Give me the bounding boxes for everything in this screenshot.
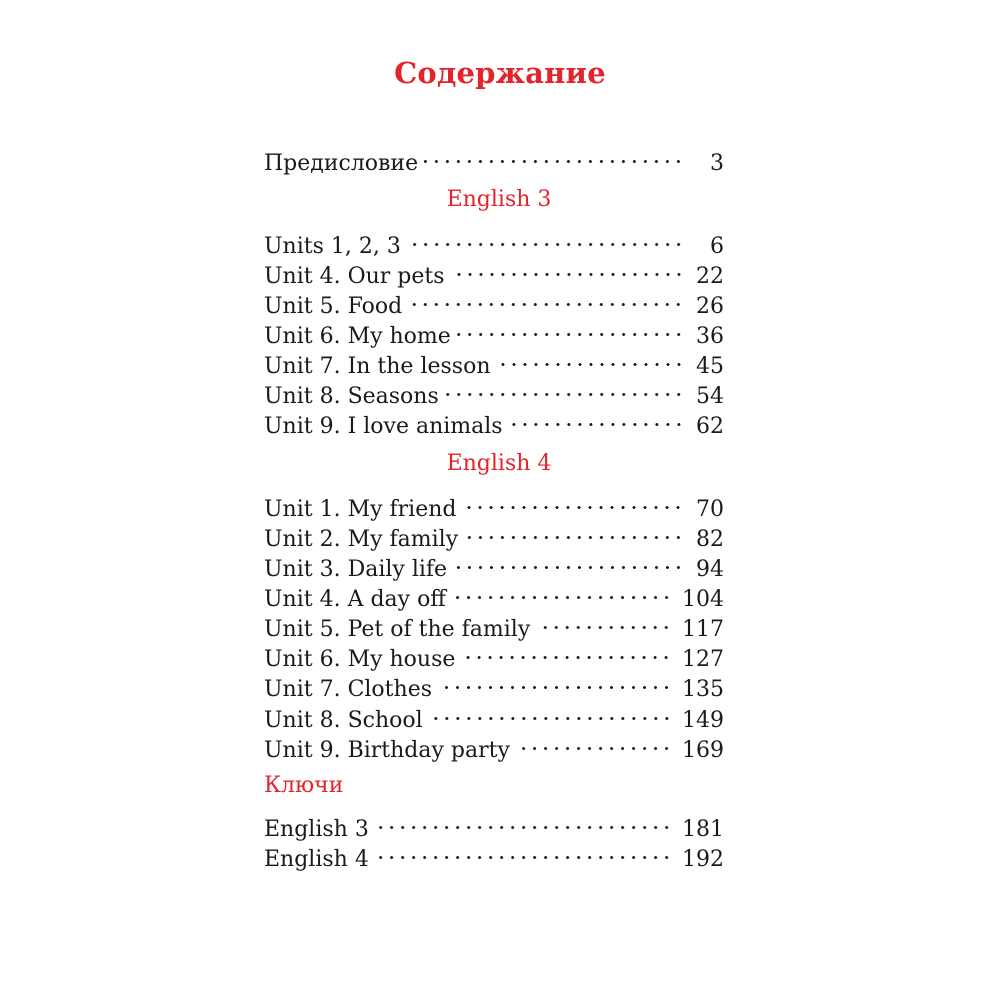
toc-entry-label: Unit 9. Birthday party	[264, 738, 510, 763]
dot-leader	[407, 225, 684, 253]
dot-leader	[451, 255, 684, 283]
toc-entry-label: Unit 1. My friend	[264, 497, 457, 522]
toc-entry-page: 3	[710, 151, 724, 176]
toc-entry-label: Unit 8. School	[264, 708, 423, 733]
toc-entry-label: Unit 7. Clothes	[264, 677, 432, 702]
dot-leader	[457, 315, 684, 343]
section-heading-english-4: English 4	[446, 451, 552, 476]
dot-leader	[375, 838, 672, 866]
toc-entry-page: 22	[696, 264, 724, 289]
dot-leader	[452, 578, 672, 606]
toc-entry	[264, 638, 724, 672]
toc-entry-page: 169	[682, 738, 724, 763]
toc-entry-label: Unit 9. I love animals	[264, 414, 503, 439]
toc-entry-page: 62	[696, 414, 724, 439]
toc-entry	[264, 608, 724, 642]
page-title: Содержание	[394, 56, 606, 90]
toc-entry-page: 26	[696, 294, 724, 319]
toc-entry-label: Unit 3. Daily life	[264, 557, 448, 582]
toc-entry-label: Unit 5. Pet of the family	[264, 617, 531, 642]
toc-entry	[264, 405, 724, 439]
toc-entry	[264, 838, 724, 872]
toc-entry	[264, 345, 724, 379]
toc-entry-label: English 4	[264, 847, 369, 872]
dot-leader	[445, 375, 684, 403]
toc-entry-page: 181	[682, 817, 724, 842]
toc-entry	[264, 375, 724, 409]
toc-entry-page: 127	[682, 647, 724, 672]
toc-entry-page: 104	[682, 587, 724, 612]
dot-leader	[424, 142, 684, 170]
dot-leader	[461, 638, 672, 666]
dot-leader	[453, 548, 684, 576]
section-heading-english-3: English 3	[446, 187, 552, 212]
toc-entry-label: Unit 8. Seasons	[264, 384, 439, 409]
dot-leader	[408, 285, 684, 313]
section-heading-keys: Ключи	[264, 773, 344, 798]
toc-entry-label: Unit 5. Food	[264, 294, 403, 319]
toc-entry-page: 6	[710, 234, 724, 259]
toc-entry	[264, 315, 724, 349]
toc-entry	[264, 548, 724, 582]
toc-entry-label: Unit 4. A day off	[264, 587, 446, 612]
toc-entry	[264, 518, 724, 552]
dot-leader	[462, 488, 684, 516]
toc-entry-page: 82	[696, 527, 724, 552]
toc-entry-preface	[264, 142, 724, 176]
toc-entry-label: Unit 2. My family	[264, 527, 459, 552]
dot-leader	[429, 699, 672, 727]
toc-entry-label: Unit 6. My home	[264, 324, 451, 349]
dot-leader	[509, 405, 684, 433]
toc-entry-page: 117	[682, 617, 724, 642]
toc-entry-page: 36	[696, 324, 724, 349]
dot-leader	[375, 808, 672, 836]
toc-entry-page: 45	[696, 354, 724, 379]
toc-entry	[264, 668, 724, 702]
toc-entry	[264, 285, 724, 319]
toc-entry-page: 192	[682, 847, 724, 872]
toc-entry	[264, 488, 724, 522]
toc-entry-label: Units 1, 2, 3	[264, 234, 401, 259]
toc-entry-label: Предисловие	[264, 151, 419, 176]
toc-entry-label: Unit 4. Our pets	[264, 264, 445, 289]
toc-entry	[264, 255, 724, 289]
dot-leader	[464, 518, 684, 546]
toc-entry-page: 94	[696, 557, 724, 582]
toc-entry	[264, 729, 724, 763]
toc-entry	[264, 699, 724, 733]
dot-leader	[497, 345, 685, 373]
toc-entry-page: 149	[682, 708, 724, 733]
toc-entry-label: Unit 6. My house	[264, 647, 456, 672]
toc-entry	[264, 225, 724, 259]
toc-entry	[264, 578, 724, 612]
toc-entry	[264, 808, 724, 842]
toc-entry-label: Unit 7. In the lesson	[264, 354, 491, 379]
dot-leader	[516, 729, 672, 757]
dot-leader	[438, 668, 672, 696]
toc-entry-label: English 3	[264, 817, 369, 842]
toc-entry-page: 135	[682, 677, 724, 702]
dot-leader	[536, 608, 672, 636]
toc-entry-page: 54	[696, 384, 724, 409]
toc-entry-page: 70	[696, 497, 724, 522]
